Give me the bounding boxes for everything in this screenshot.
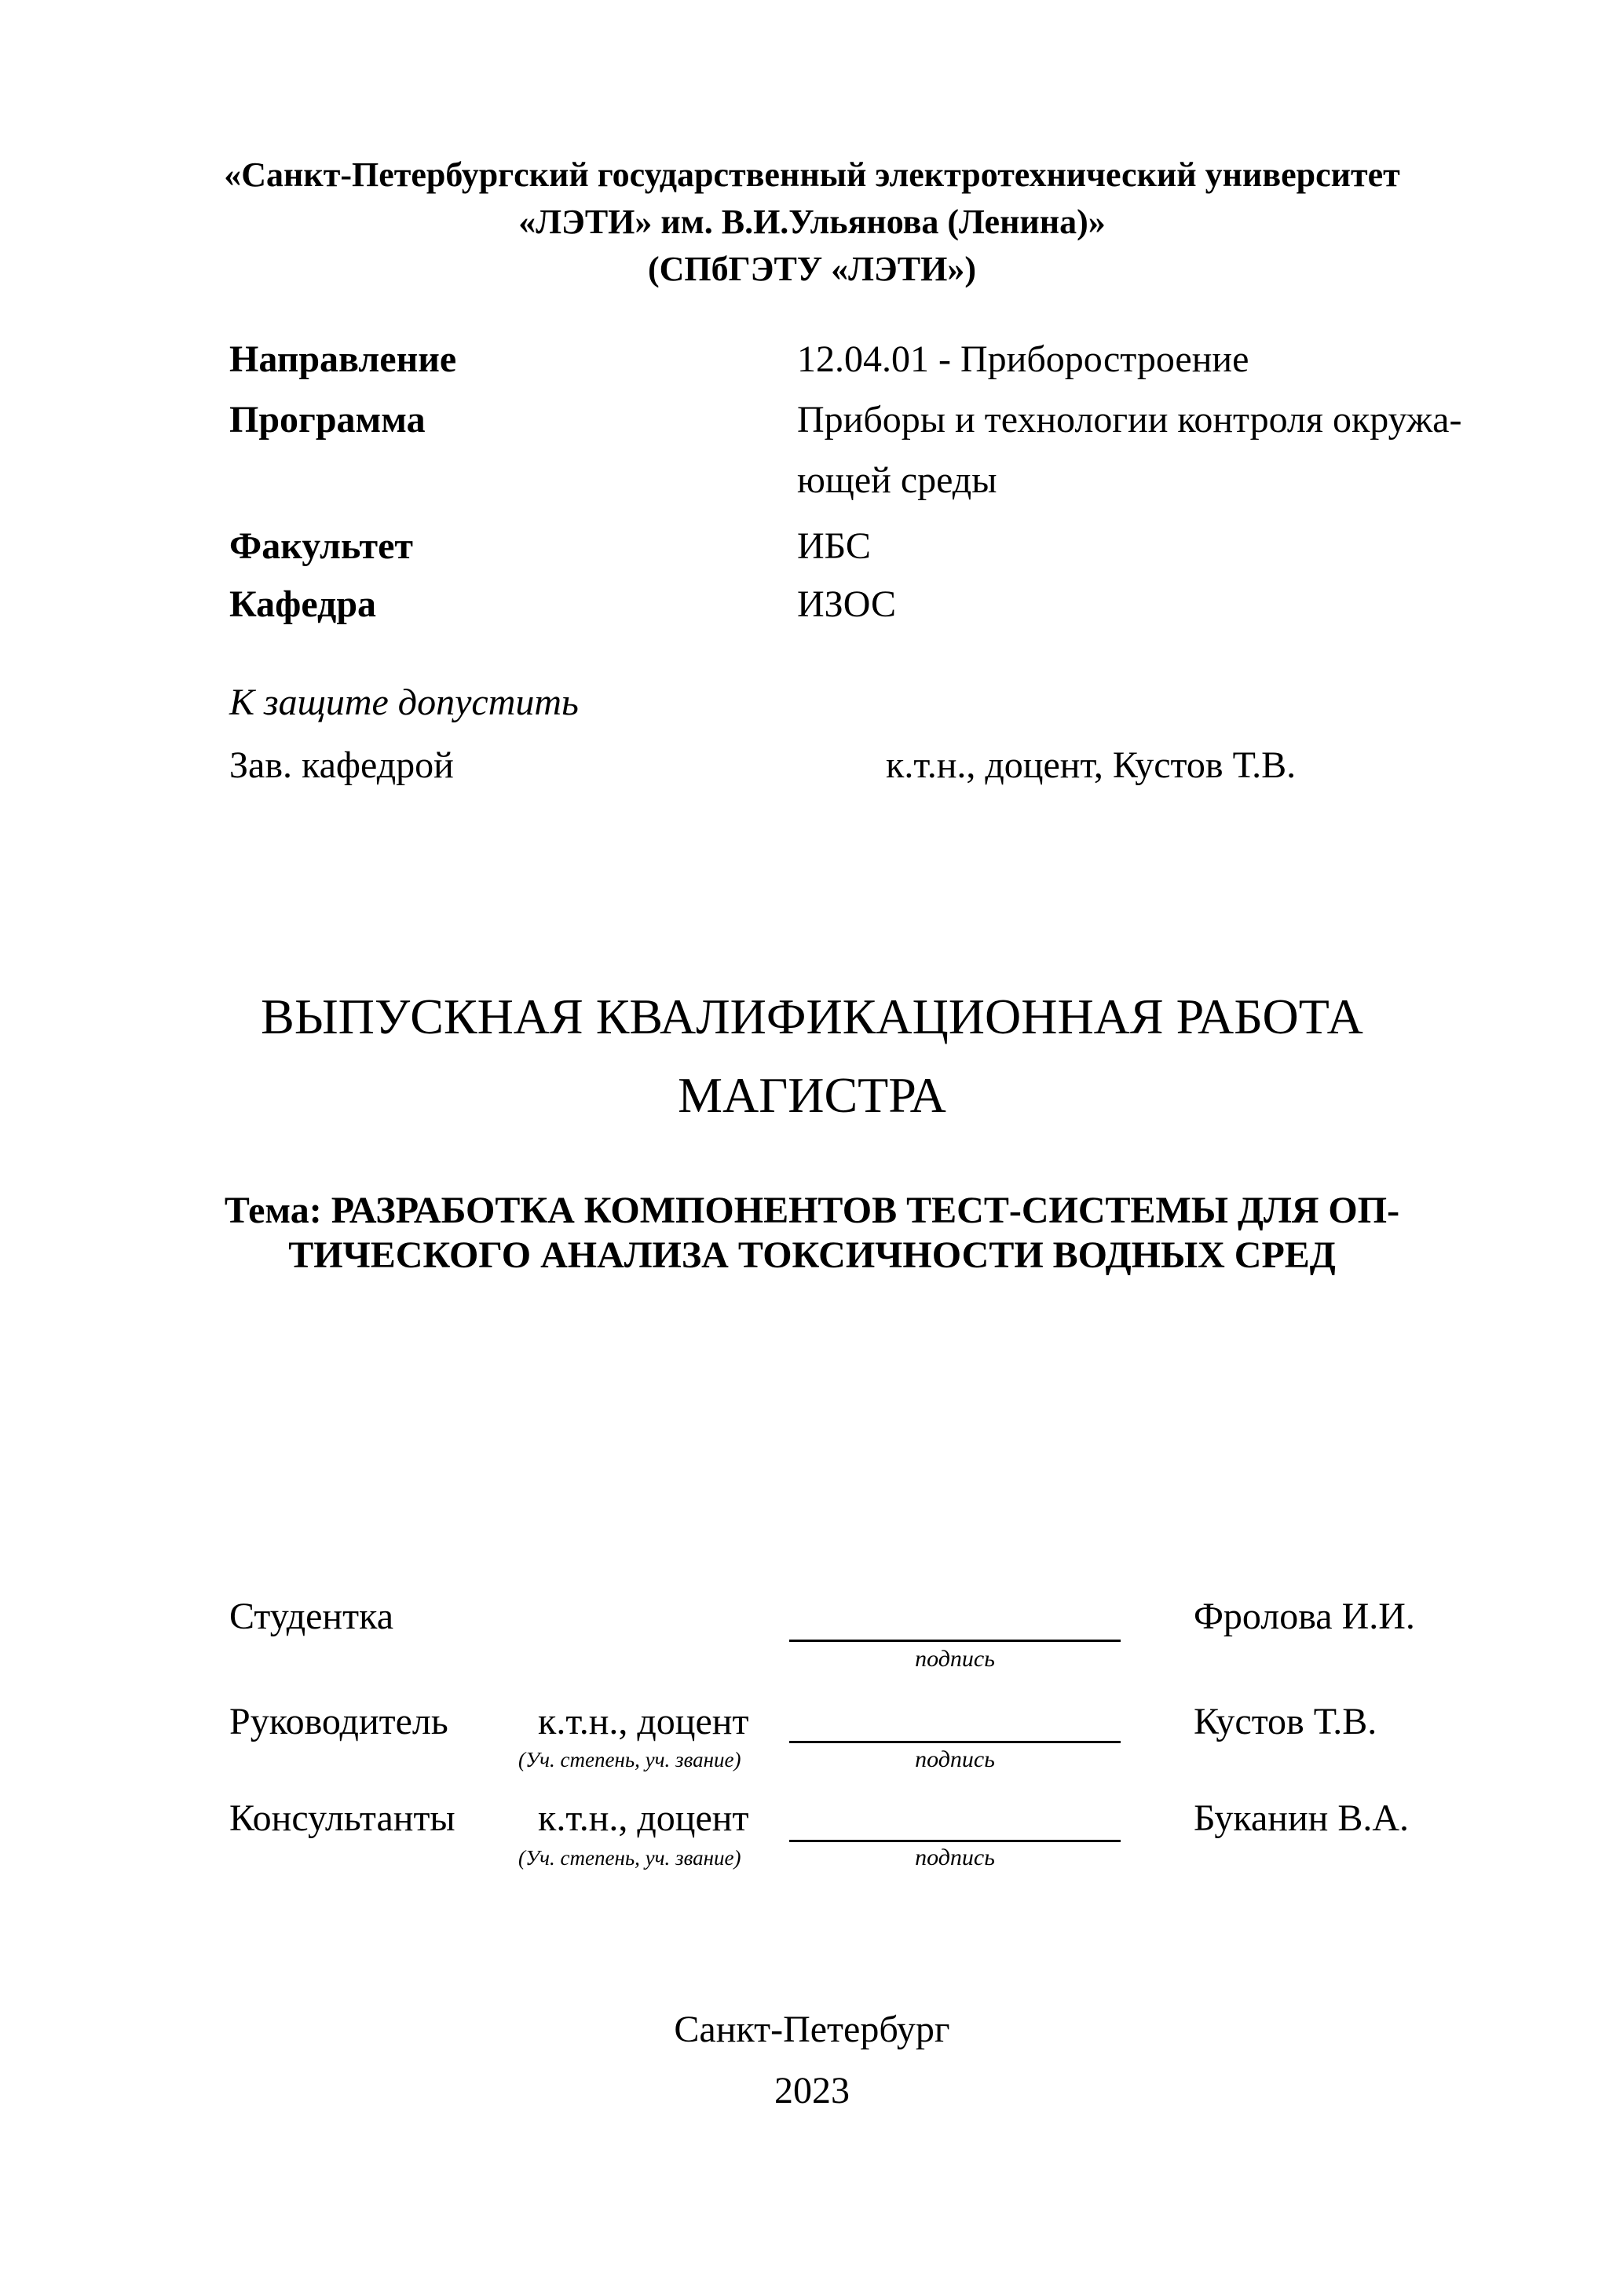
field-program-value-line1: Приборы и технологии контроля окружа- <box>797 399 1462 441</box>
signature-caption-student: подпись <box>915 1646 995 1672</box>
signature-degree-supervisor: к.т.н., доцент <box>538 1701 749 1742</box>
signature-name-student: Фролова И.И. <box>1194 1596 1415 1637</box>
signature-role-supervisor: Руководитель <box>229 1701 448 1742</box>
signature-role-consultants: Консультанты <box>229 1797 455 1839</box>
university-header-line2: «ЛЭТИ» им. В.И.Ульянова (Ленина)» <box>518 203 1106 241</box>
footer-city: Санкт-Петербург <box>674 2009 950 2050</box>
signature-line-supervisor <box>789 1741 1121 1743</box>
field-department-value: ИЗОС <box>797 583 896 625</box>
signature-line-consultants <box>789 1840 1121 1842</box>
signature-name-supervisor: Кустов Т.В. <box>1194 1701 1377 1742</box>
degree-caption-supervisor: (Уч. степень, уч. звание) <box>518 1748 741 1771</box>
work-title-line2: МАГИСТРА <box>678 1067 946 1123</box>
field-department-label: Кафедра <box>229 583 377 625</box>
footer-year: 2023 <box>774 2070 850 2111</box>
work-title-line1: ВЫПУСКНАЯ КВАЛИФИКАЦИОННАЯ РАБОТА <box>261 989 1363 1044</box>
signature-degree-consultants: к.т.н., доцент <box>538 1797 749 1839</box>
department-head-label: Зав. кафедрой <box>229 744 454 786</box>
work-theme-line2: ТИЧЕСКОГО АНАЛИЗА ТОКСИЧНОСТИ ВОДНЫХ СРЕД <box>288 1234 1336 1276</box>
degree-caption-consultants: (Уч. степень, уч. звание) <box>518 1846 741 1870</box>
field-faculty-label: Факультет <box>229 525 413 567</box>
field-direction-value: 12.04.01 - Приборостроение <box>797 338 1249 380</box>
field-faculty-value: ИБС <box>797 525 871 567</box>
signature-caption-consultants: подпись <box>915 1844 995 1870</box>
signature-caption-supervisor: подпись <box>915 1746 995 1772</box>
department-head-value: к.т.н., доцент, Кустов Т.В. <box>886 744 1297 786</box>
university-header-line1: «Санкт-Петербургский государственный электротехнический университет <box>224 155 1400 194</box>
field-program-label: Программа <box>229 399 426 441</box>
work-theme-line1: Тема: РАЗРАБОТКА КОМПОНЕНТОВ ТЕСТ-СИСТЕМЫ ДЛЯ ОП- <box>224 1190 1400 1231</box>
field-program-value-line2: ющей среды <box>797 459 997 501</box>
university-header-line3: (СПбГЭТУ «ЛЭТИ») <box>648 250 976 288</box>
admission-statement: К защите допустить <box>229 682 579 723</box>
signature-name-consultants: Буканин В.А. <box>1194 1797 1410 1839</box>
signature-line-student <box>789 1640 1121 1642</box>
signature-role-student: Студентка <box>229 1596 393 1637</box>
field-direction-label: Направление <box>229 338 457 380</box>
